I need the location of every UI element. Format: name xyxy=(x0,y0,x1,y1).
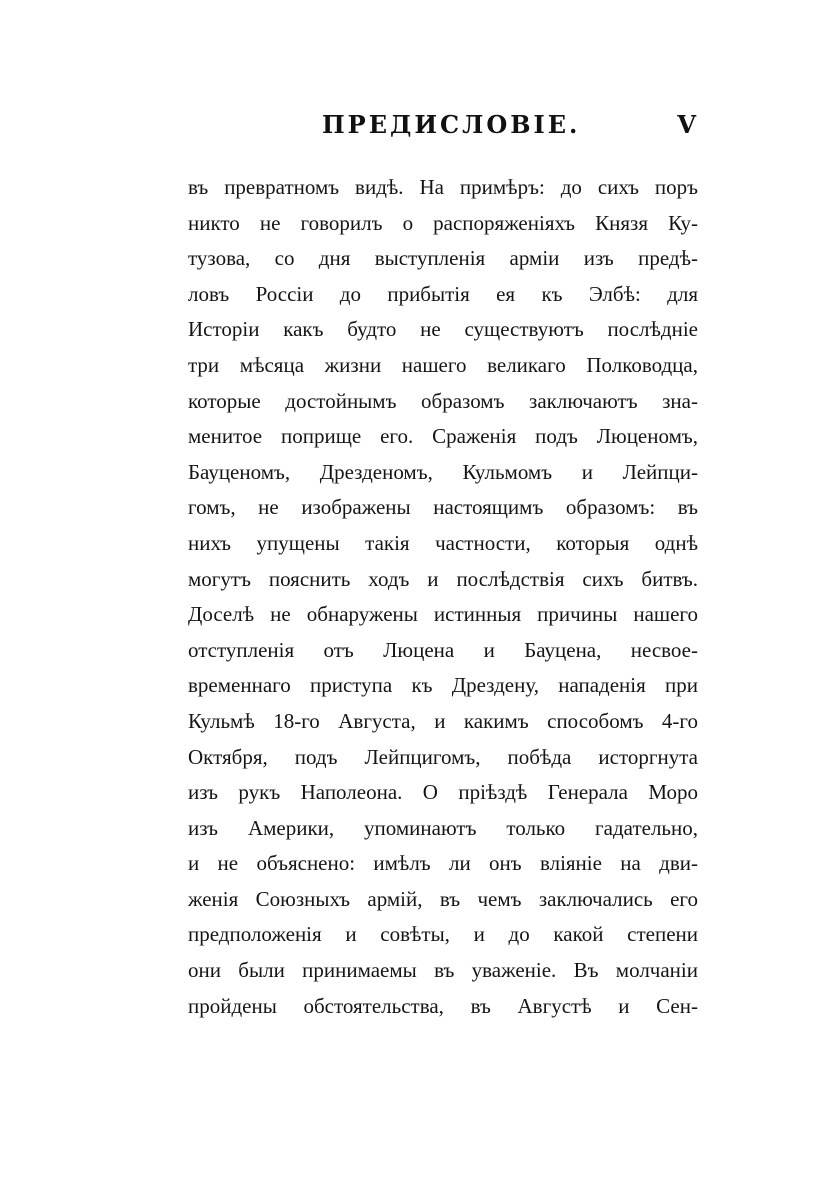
text-line: тузова, со дня выступленія арміи изъ предѣ- xyxy=(188,246,698,271)
text-line: никто не говорилъ о распоряженіяхъ Князя Ку- xyxy=(188,210,698,235)
text-line: они были принимаемы въ уваженіе. Въ молчаніи xyxy=(188,958,698,983)
text-line: Доселѣ не обнаружены истинныя причины нашего xyxy=(188,602,698,627)
text-line: Кульмѣ 18-го Августа, и какимъ способомъ 4-го xyxy=(188,708,698,733)
text-line: временнаго приступа къ Дрездену, нападенія при xyxy=(188,673,698,698)
text-line: отступленія отъ Люцена и Бауцена, несвое- xyxy=(188,637,698,662)
text-line: Исторіи какъ будто не существуютъ послѣдніе xyxy=(188,317,698,342)
text-line: менитое поприще его. Сраженія подъ Люценомъ, xyxy=(188,424,698,449)
text-line: женія Союзныхъ армій, въ чемъ заключались его xyxy=(188,886,698,911)
text-line: изъ рукъ Наполеона. О пріѣздѣ Генерала Моро xyxy=(188,780,698,805)
text-line: нихъ упущены такія частности, которыя однѣ xyxy=(188,530,698,555)
text-line: могутъ пояснить ходъ и послѣдствія сихъ битвъ. xyxy=(188,566,698,591)
text-line: предположенія и совѣты, и до какой степени xyxy=(188,922,698,947)
text-line: которые достойнымъ образомъ заключаютъ зна- xyxy=(188,388,698,413)
text-line: и не объяснено: имѣлъ ли онъ вліяніе на дви- xyxy=(188,851,698,876)
text-line: изъ Америки, упоминаютъ только гадательно, xyxy=(188,815,698,840)
text-line: Бауценомъ, Дрезденомъ, Кульмомъ и Лейпци- xyxy=(188,459,698,484)
text-line: пройдены обстоятельства, въ Августѣ и Сен- xyxy=(188,993,698,1018)
page-header xyxy=(188,110,698,150)
text-line: ловъ Россіи до прибытія ея къ Элбѣ: для xyxy=(188,281,698,306)
text-line: Октября, подъ Лейпцигомъ, побѣда исторгнута xyxy=(188,744,698,769)
running-title: ПРЕДИСЛОВІЕ. xyxy=(322,110,581,139)
text-line: три мѣсяца жизни нашего великаго Полководца, xyxy=(188,352,698,377)
text-line: въ превратномъ видѣ. На примѣръ: до сихъ поръ xyxy=(188,175,698,199)
body-text xyxy=(188,170,698,1024)
text-line: гомъ, не изображены настоящимъ образомъ: въ xyxy=(188,495,698,520)
page-number: V xyxy=(677,110,696,139)
